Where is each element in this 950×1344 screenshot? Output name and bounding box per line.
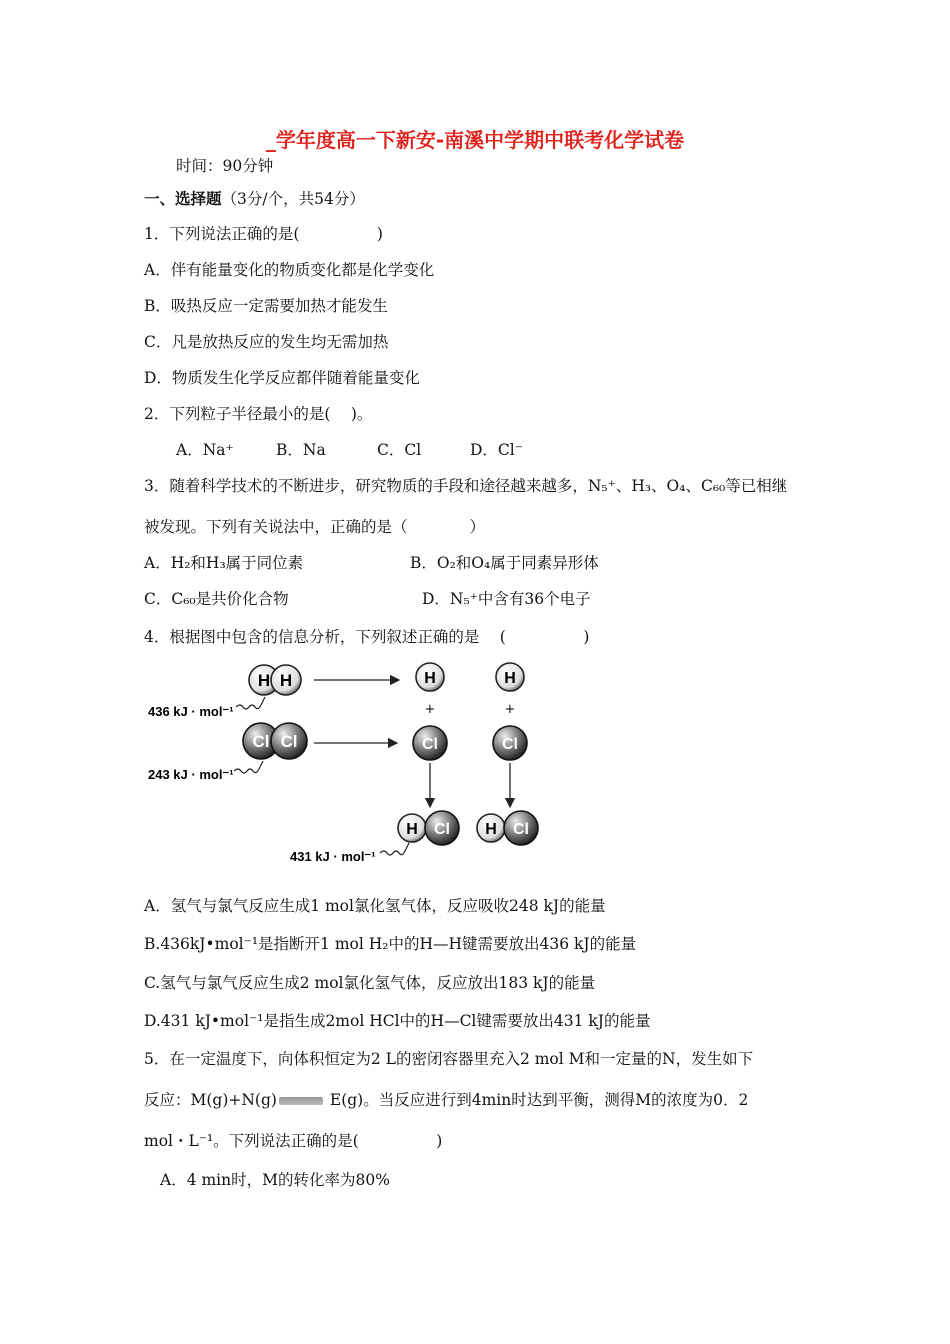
q5-stem-line3: mol・L⁻¹。下列说法正确的是( ) — [144, 1132, 443, 1150]
q4-option-c: C.氢气与氯气反应生成2 mol氯化氢气体，反应放出183 kJ的能量 — [144, 974, 596, 992]
atom-label: H — [406, 821, 418, 838]
h2-molecule — [249, 665, 301, 695]
q5-reaction-left: 反应：M(g)+N(g) — [144, 1091, 277, 1109]
q1-stem: 1．下列说法正确的是( ) — [144, 225, 383, 243]
hcl-molecule — [398, 811, 459, 845]
q1-option-d: D．物质发生化学反应都伴随着能量变化 — [144, 369, 420, 387]
q2-option-b: B．Na — [276, 441, 326, 459]
atom-label: Cl — [434, 821, 450, 838]
energy-label-cl-cl: 243 kJ · mol⁻¹ — [148, 767, 234, 782]
exam-time: 时间：90分钟 — [176, 157, 274, 175]
atom-label: Cl — [252, 732, 270, 751]
section-heading — [144, 189, 365, 209]
atom-label: Cl — [280, 732, 298, 751]
q5-reaction-right: E(g)。当反应进行到4min时达到平衡，测得M的浓度为0．2 — [324, 1091, 749, 1109]
atom-label: Cl — [513, 821, 529, 838]
atom-label: Cl — [422, 736, 438, 753]
q4-option-a: A．氢气与氯气反应生成1 mol氯化氢气体，反应吸收248 kJ的能量 — [144, 897, 606, 915]
bond-form-squiggle — [380, 843, 409, 855]
equilibrium-arrow-icon — [279, 1097, 323, 1105]
q1-option-b: B．吸热反应一定需要加热才能发生 — [144, 297, 388, 315]
atom-label: Cl — [502, 736, 518, 753]
energy-label-h-h: 436 kJ · mol⁻¹ — [148, 704, 234, 719]
atom-label: H — [485, 821, 497, 838]
plus-sign: + — [504, 702, 516, 717]
q2-option-c: C．Cl — [377, 441, 422, 459]
bond-break-squiggle — [234, 761, 263, 773]
q3-stem-line2: 被发现。下列有关说法中，正确的是（ ） — [144, 518, 486, 536]
q2-stem: 2．下列粒子半径最小的是( )。 — [144, 405, 373, 423]
bond-break-squiggle — [236, 697, 265, 709]
atom-label: H — [424, 670, 436, 687]
q3-option-d: D．N₅⁺中含有36个电子 — [422, 590, 591, 608]
section-note: （3分/个，共54分） — [221, 190, 365, 208]
q3-option-b: B．O₂和O₄属于同素异形体 — [410, 554, 599, 572]
bond-energy-diagram — [144, 655, 564, 870]
q1-option-c: C．凡是放热反应的发生均无需加热 — [144, 333, 389, 351]
q4-option-d: D.431 kJ•mol⁻¹是指生成2mol HCl中的H—Cl键需要放出431 kJ的能量 — [144, 1012, 651, 1030]
q3-stem-line1: 3．随着科学技术的不断进步，研究物质的手段和途径越来越多，N₅⁺、H₃、O₄、C₆₀等已相继 — [144, 477, 788, 495]
plus-sign: + — [424, 702, 436, 717]
q2-option-d: D．Cl⁻ — [470, 441, 523, 459]
q1-option-a: A．伴有能量变化的物质变化都是化学变化 — [144, 261, 435, 279]
q4-option-b: B.436kJ•mol⁻¹是指断开1 mol H₂中的H—H键需要放出436 kJ的能量 — [144, 935, 637, 953]
q3-option-c: C．C₆₀是共价化合物 — [144, 590, 289, 608]
atom-label: H — [257, 671, 271, 690]
energy-label-h-cl: 431 kJ · mol⁻¹ — [290, 849, 376, 864]
atom-label: H — [279, 671, 293, 690]
section-label: 一、选择题 — [144, 190, 222, 208]
q4-stem: 4．根据图中包含的信息分析，下列叙述正确的是 ( ) — [144, 628, 590, 646]
atom-label: H — [504, 670, 516, 687]
cl2-molecule — [243, 723, 307, 759]
q2-option-a: A．Na⁺ — [176, 441, 234, 459]
hcl-molecule — [477, 811, 538, 845]
q5-stem-line2 — [144, 1090, 748, 1110]
q5-stem-line1: 5．在一定温度下，向体积恒定为2 L的密闭容器里充入2 mol M和一定量的N，发生如下 — [144, 1050, 754, 1068]
q3-option-a: A．H₂和H₃属于同位素 — [144, 554, 304, 572]
q5-option-a: A．4 min时，M的转化率为80% — [160, 1171, 390, 1189]
exam-title: _学年度高一下新安-南溪中学期中联考化学试卷 — [265, 128, 685, 152]
